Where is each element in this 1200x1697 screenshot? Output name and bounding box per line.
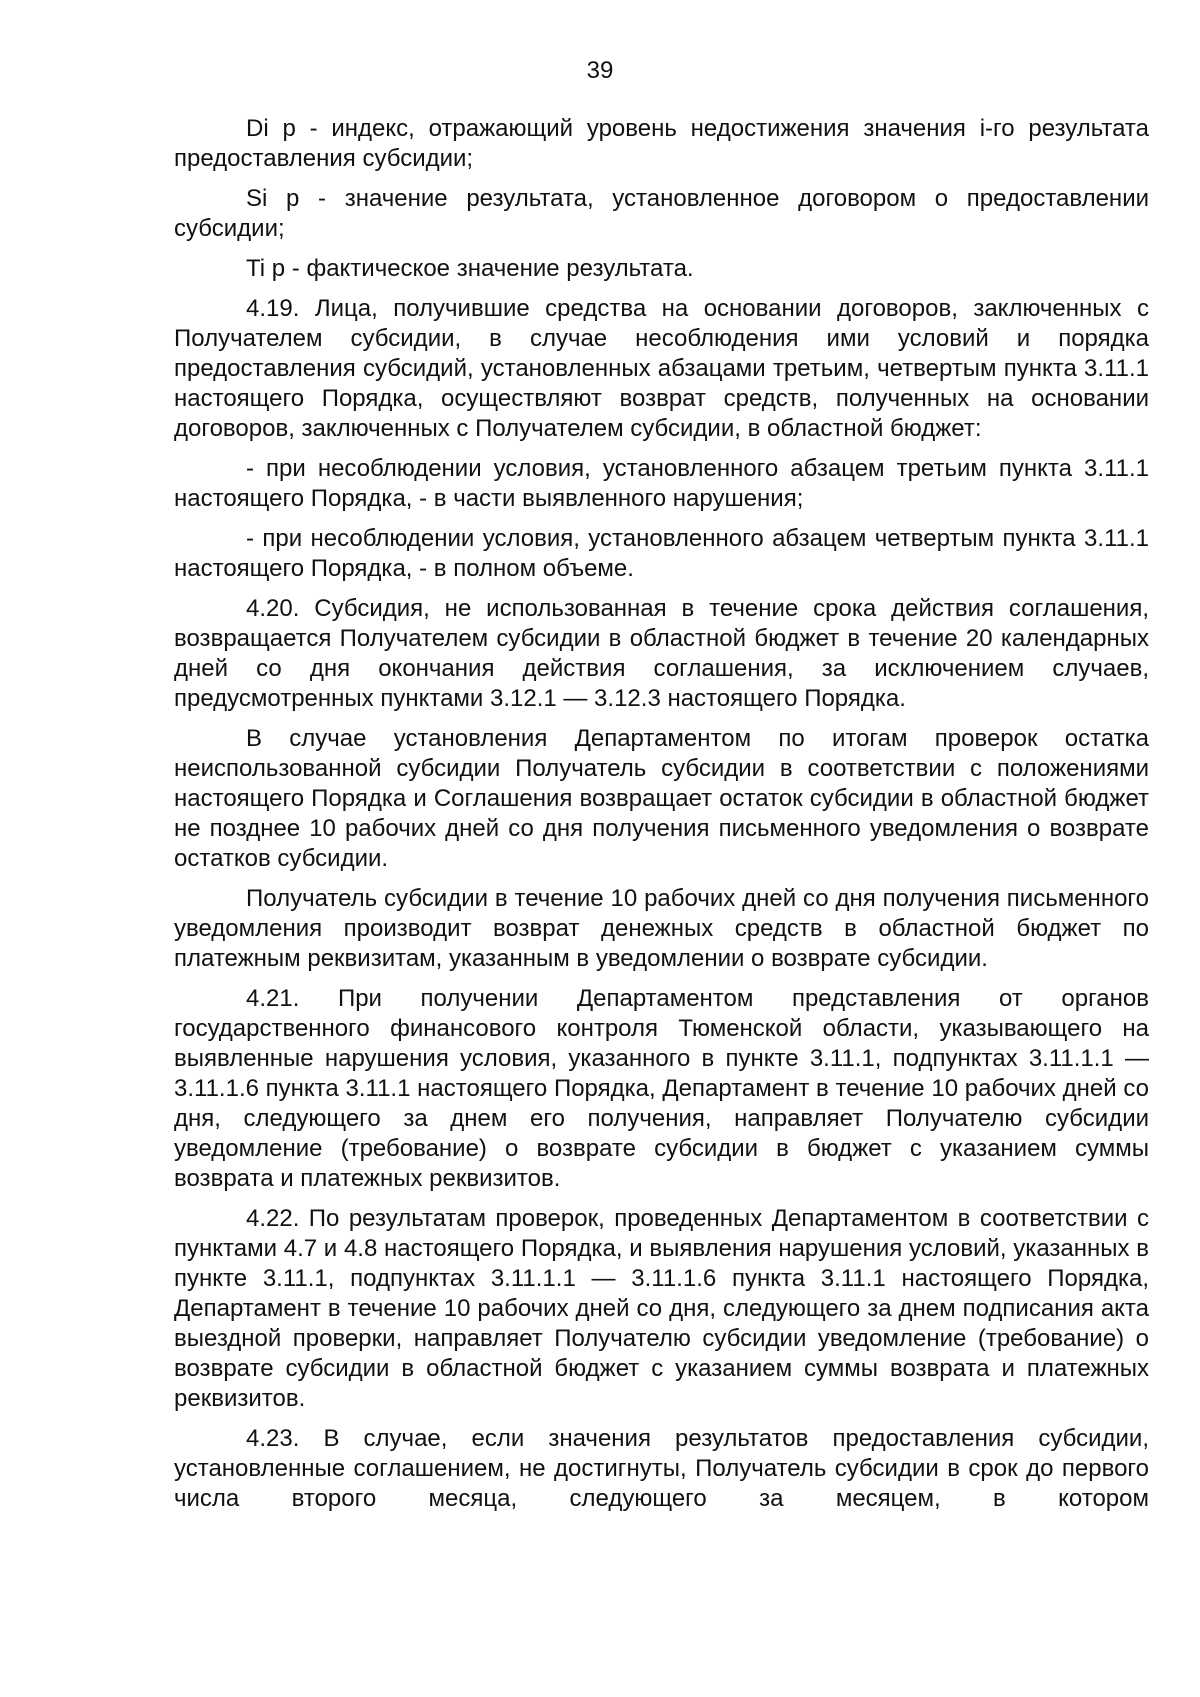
document-body (174, 114, 1149, 1514)
paragraph-ti-definition: Ti р - фактическое значение результата. (246, 255, 694, 282)
paragraph-4-20-return: Получатель субсидии в течение 10 рабочих дней со дня получения письменного уведомления производит возврат денежных средств в областной бюджет по платежным реквизитам, указанным в уведомлении о возврате субсидии. (174, 885, 1149, 972)
paragraph-4-19-item-1: - при несоблюдении условия, установленного абзацем третьим пункта 3.11.1 настоящего Порядка, - в части выявленного нарушения; (174, 455, 1149, 512)
paragraph-si-definition: Si р - значение результата, установленное договором о предоставлении субсидии; (174, 185, 1149, 242)
paragraph-4-21: 4.21. При получении Департаментом представления от органов государственного финансового контроля Тюменской области, указывающего на выявленные нарушения условия, указанного в пункте 3.11.1, подпунктах 3.11.1.1 — 3.11.1.6 пункта 3.11.1 настоящего Порядка, Департамент в течение 10 рабочих дней со дня, следующего за днем его получения, направляет Получателю субсидии уведомление (требование) о возврате субсидии в бюджет с указанием суммы возврата и платежных реквизитов. (174, 985, 1149, 1192)
paragraph-4-20-remainder: В случае установления Департаментом по итогам проверок остатка неиспользованной субсидии Получатель субсидии в соответствии с положениями настоящего Порядка и Соглашения возвращает остаток субсидии в областной бюджет не позднее 10 рабочих дней со дня получения письменного уведомления о возврате остатков субсидии. (174, 725, 1149, 872)
paragraph-4-19: 4.19. Лица, получившие средства на основании договоров, заключенных с Получателем субсидии, в случае несоблюдения ими условий и порядка предоставления субсидий, установленных абзацами третьим, четвертым пункта 3.11.1 настоящего Порядка, осуществляют возврат средств, полученных на основании договоров, заключенных с Получателем субсидии, в областной бюджет: (174, 295, 1149, 442)
paragraph-4-19-item-2: - при несоблюдении условия, установленного абзацем четвертым пункта 3.11.1 настоящего Порядка, - в полном объеме. (174, 525, 1149, 582)
paragraph-4-23: 4.23. В случае, если значения результатов предоставления субсидии, установленные соглашением, не достигнуты, Получатель субсидии в срок до первого числа второго месяца, следующего за месяцем, в котором (174, 1425, 1149, 1512)
paragraph-di-definition: Di р - индекс, отражающий уровень недостижения значения i-го результата предоставления субсидии; (174, 115, 1149, 172)
paragraph-4-22: 4.22. По результатам проверок, проведенных Департаментом в соответствии с пунктами 4.7 и 4.8 настоящего Порядка, и выявления нарушения условий, указанных в пункте 3.11.1, подпунктах 3.11.1.1 — 3.11.1.6 пункта 3.11.1 настоящего Порядка, Департамент в течение 10 рабочих дней со дня, следующего за днем подписания акта выездной проверки, направляет Получателю субсидии уведомление (требование) о возврате субсидии в областной бюджет с указанием суммы возврата и платежных реквизитов. (174, 1205, 1149, 1412)
page-number: 39 (586, 57, 614, 84)
paragraph-4-20: 4.20. Субсидия, не использованная в течение срока действия соглашения, возвращается Получателем субсидии в областной бюджет в течение 20 календарных дней со дня окончания действия соглашения, за исключением случаев, предусмотренных пунктами 3.12.1 — 3.12.3 настоящего Порядка. (174, 595, 1149, 712)
